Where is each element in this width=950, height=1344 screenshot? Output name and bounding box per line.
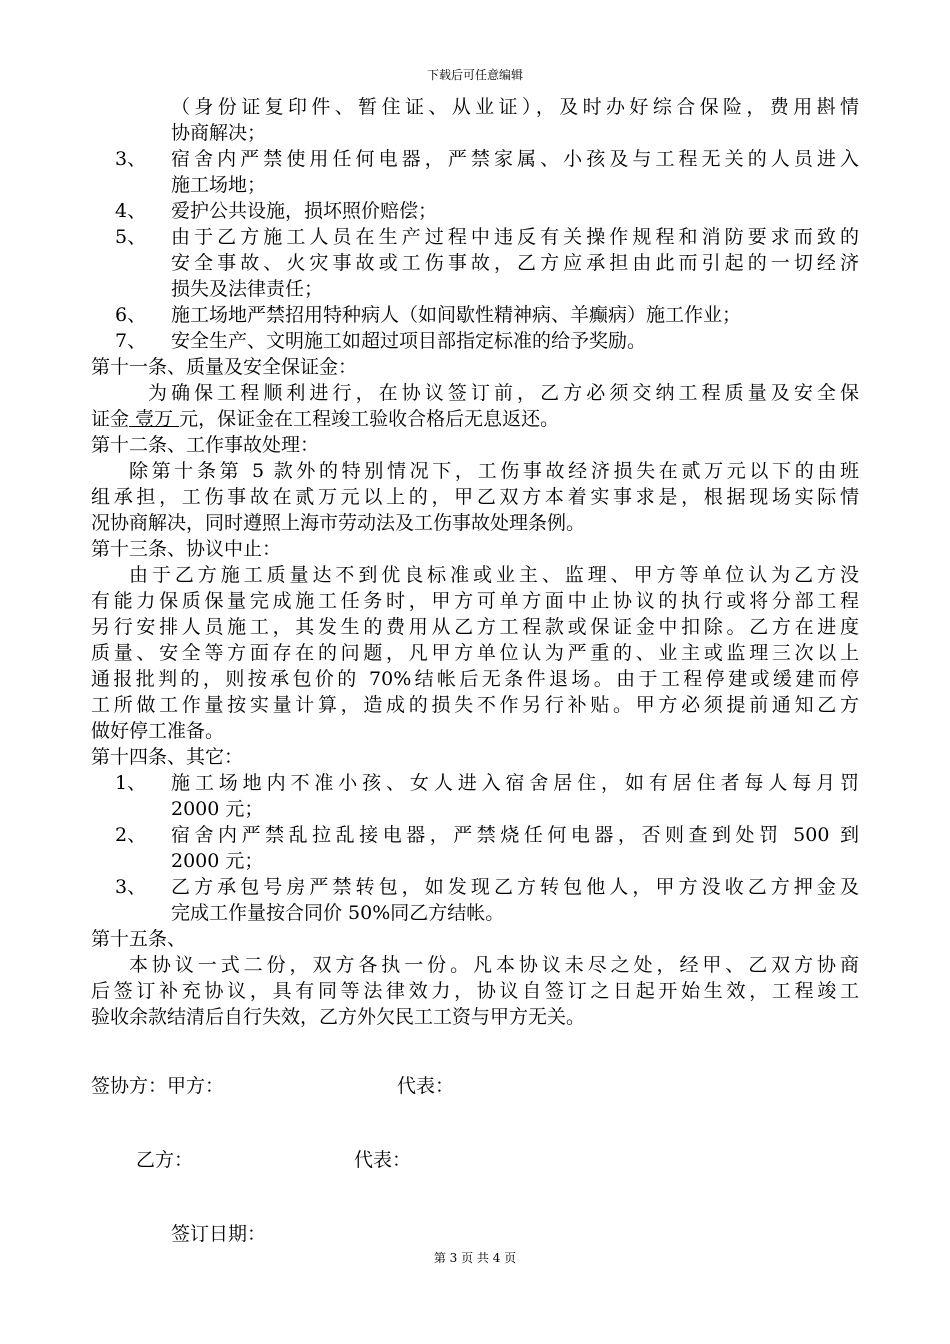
paragraph-line: 工所做工作量按实量计算，造成的损失不作另行补贴。甲方必须提前通知乙方 — [91, 694, 859, 716]
item-number: 7、 — [115, 330, 147, 352]
list-item — [91, 302, 859, 328]
list-item — [91, 770, 859, 822]
list-item — [91, 146, 859, 198]
item-line: 施工场地严禁招用特种病人（如间歇性精神病、羊癫病）施工作业； — [171, 304, 742, 326]
item-text — [171, 328, 859, 354]
paragraph-line: 由于乙方施工质量达不到优良标准或业主、监理、甲方等单位认为乙方没 — [129, 564, 859, 586]
item-line: 施工场地； — [171, 174, 267, 196]
item-number: 4、 — [115, 200, 147, 222]
item-line: 2000 元； — [171, 798, 264, 820]
item-text — [171, 146, 859, 198]
article-13-title: 第十三条、协议中止： — [91, 538, 282, 560]
paragraph-line: 另行安排人员施工，其发生的费用从乙方工程款或保证金中扣除。乙方在进度 — [91, 616, 859, 638]
list-item — [91, 224, 859, 302]
page-footer: 第 3 页 共 4 页 — [433, 1251, 517, 1265]
article-14-title: 第十四条、其它： — [91, 746, 244, 768]
article-13-body — [91, 562, 859, 744]
deposit-amount: 壹万 — [129, 408, 180, 430]
article-14-list — [91, 770, 859, 926]
item-number: 3、 — [115, 876, 147, 898]
item-number: 3、 — [115, 148, 147, 170]
signing-party-a: 签协方：甲方： — [91, 1075, 225, 1097]
list-item — [91, 198, 859, 224]
page-header: 下载后可任意编辑 — [426, 68, 523, 82]
signing-date: 签订日期： — [171, 1223, 267, 1245]
paragraph-line: 除第十条第 5 款外的特别情况下，工伤事故经济损失在贰万元以下的由班 — [129, 460, 859, 482]
article-11-text: 元，保证金在工程竣工验收合格后无息返还。 — [179, 408, 560, 430]
item-line: 由于乙方施工人员在生产过程中违反有关操作规程和消防要求而致的 — [171, 226, 859, 248]
signing-rep-b: 代表： — [354, 1149, 412, 1171]
article-15-title: 第十五条、 — [91, 928, 187, 950]
paragraph-line: 质量、安全等方面存在的问题，凡甲方单位认为严重的、业主或监理三次以上 — [91, 642, 859, 664]
article-12-title: 第十二条、工作事故处理： — [91, 434, 320, 456]
signing-rep-a: 代表： — [397, 1075, 455, 1097]
article-11-line: 为确保工程顺利进行，在协议签订前，乙方必须交纳工程质量及安全保 — [148, 382, 859, 404]
item-line: 宿舍内严禁乱拉乱接电器，严禁烧任何电器，否则查到处罚 500 到 — [171, 824, 859, 846]
item-line: 施工场地内不准小孩、女人进入宿舍居住，如有居住者每人每月罚 — [171, 772, 859, 794]
item-line: 安全生产、文明施工如超过项目部指定标准的给予奖励。 — [171, 330, 647, 352]
article-11-line — [91, 406, 859, 432]
item-line: 乙方承包号房严禁转包，如发现乙方转包他人，甲方没收乙方押金及 — [171, 876, 859, 898]
item-text — [171, 874, 859, 926]
paragraph-line: 本协议一式二份，双方各执一份。凡本协议未尽之处，经甲、乙双方协商 — [129, 954, 859, 976]
item-number: 1、 — [115, 772, 147, 794]
item-line: 宿舍内严禁使用任何电器，严禁家属、小孩及与工程无关的人员进入 — [171, 148, 859, 170]
item-number: 5、 — [115, 226, 147, 248]
article-15-body — [91, 952, 859, 1030]
item-line: 损失及法律责任； — [171, 278, 324, 300]
paragraph-line: 有能力保质保量完成施工任务时，甲方可单方面中止协议的执行或将分部工程 — [91, 590, 859, 612]
list-item — [91, 874, 859, 926]
list-item — [91, 822, 859, 874]
item-number: 6、 — [115, 304, 147, 326]
paragraph-line: 验收余款结清后自行失效，乙方外欠民工工资与甲方无关。 — [91, 1006, 586, 1028]
item-line: 完成工作量按合同价 50%同乙方结帐。 — [171, 902, 505, 924]
item-text — [171, 198, 859, 224]
article-11-title: 第十一条、质量及安全保证金： — [91, 356, 358, 378]
paragraph-line: 组承担，工伤事故在贰万元以上的，甲乙双方本着实事求是，根据现场实际情 — [91, 486, 859, 508]
paragraph-line: 后签订补充协议，具有同等法律效力，协议自签订之日起开始生效，工程竣工 — [91, 980, 859, 1002]
continuation-line: （身份证复印件、暂住证、从业证），及时办好综合保险，费用斟情 — [171, 96, 859, 118]
article-11-text: 证金 — [91, 408, 130, 430]
item-line: 2000 元； — [171, 850, 264, 872]
rules-list — [91, 146, 859, 354]
item-number: 2、 — [115, 824, 147, 846]
document-body — [91, 94, 859, 1030]
list-item — [91, 328, 859, 354]
item-text — [171, 302, 859, 328]
item-text — [171, 822, 859, 874]
article-12-body — [91, 458, 859, 536]
item-line: 爱护公共设施，损坏照价赔偿； — [171, 200, 438, 222]
item-text — [171, 770, 859, 822]
item-line: 安全事故、火灾事故或工伤事故，乙方应承担由此而引起的一切经济 — [171, 252, 859, 274]
item-text — [171, 224, 859, 302]
continuation-line: 协商解决； — [171, 122, 267, 144]
signing-party-b: 乙方： — [136, 1149, 194, 1171]
paragraph-line: 通报批判的，则按承包价的 70%结帐后无条件退场。由于工程停建或缓建而停 — [91, 668, 859, 690]
paragraph-line: 做好停工准备。 — [91, 720, 225, 742]
paragraph-line: 况协商解决，同时遵照上海市劳动法及工伤事故处理条例。 — [91, 512, 586, 534]
